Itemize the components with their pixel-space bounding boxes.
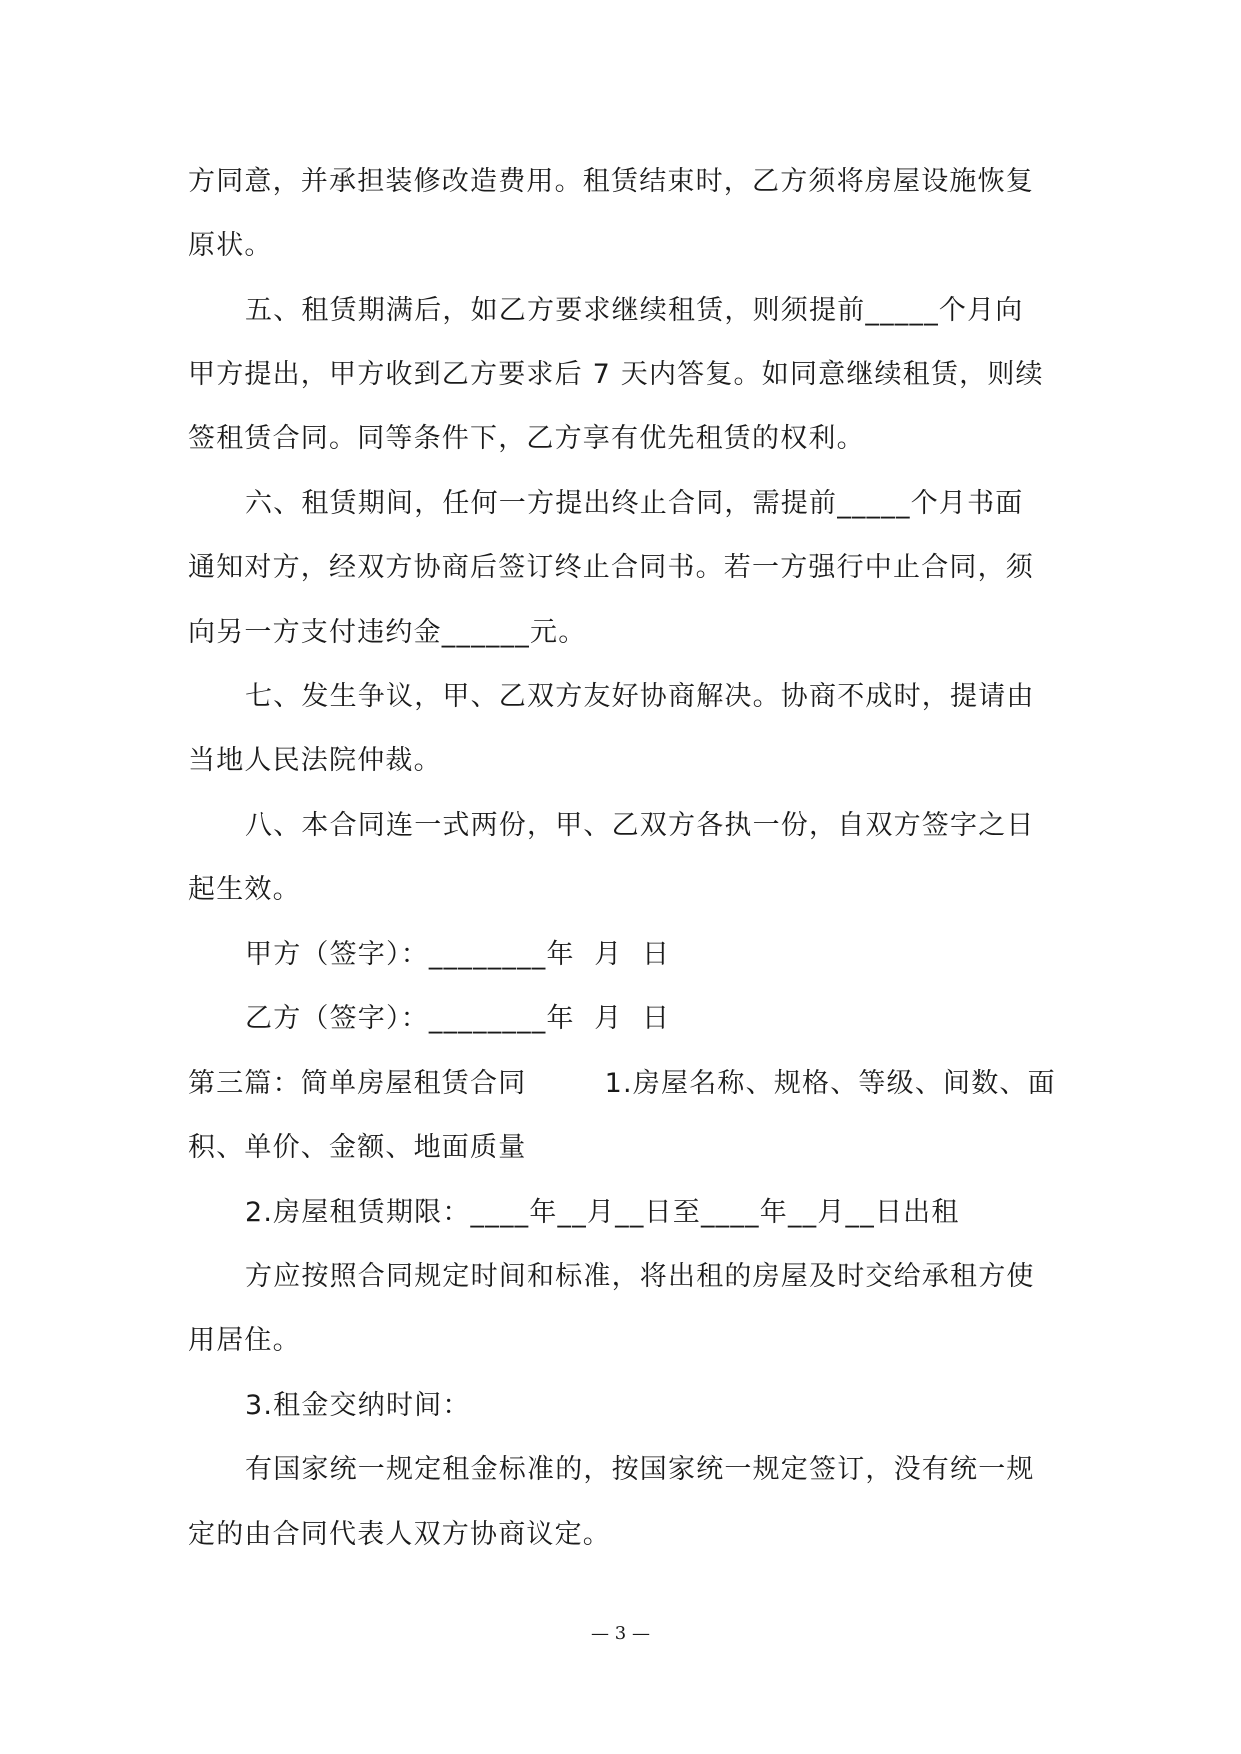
text-line: 用居住。	[188, 1325, 301, 1356]
text-line: 签租赁合同。同等条件下，乙方享有优先租赁的权利。	[188, 423, 865, 454]
text-line: 六、租赁期间，任何一方提出终止合同，需提前_____个月书面	[245, 488, 1024, 519]
page-number: — 3 —	[591, 1623, 650, 1644]
text-line: 积、单价、金额、地面质量	[188, 1132, 527, 1163]
text-line: 当地人民法院仲裁。	[188, 745, 442, 776]
text-line: 原状。	[188, 230, 273, 261]
text-line: 起生效。	[188, 874, 301, 905]
text-line: 方同意，并承担装修改造费用。租赁结束时，乙方须将房屋设施恢复	[188, 166, 1034, 197]
text-line: 五、租赁期满后，如乙方要求继续租赁，则须提前_____个月向	[245, 295, 1024, 326]
text-line: 甲方提出，甲方收到乙方要求后 7 天内答复。如同意继续租赁，则续	[188, 359, 1044, 390]
text-line: 3.租金交纳时间：	[245, 1390, 471, 1421]
text-line: 向另一方支付违约金______元。	[188, 617, 587, 648]
text-line: 七、发生争议，甲、乙双方友好协商解决。协商不成时，提请由	[245, 681, 1035, 712]
signature-line-party-b: 乙方（签字）：________年 月 日	[245, 1003, 671, 1034]
text-line: 有国家统一规定租金标准的，按国家统一规定签订，没有统一规	[245, 1454, 1035, 1485]
text-line: 方应按照合同规定时间和标准，将出租的房屋及时交给承租方使	[245, 1261, 1035, 1292]
signature-line-party-a: 甲方（签字）：________年 月 日	[245, 939, 671, 970]
text-line: 2.房屋租赁期限：____年__月__日至____年__月__日出租	[245, 1197, 960, 1228]
text-line: 八、本合同连一式两份，甲、乙双方各执一份，自双方签字之日	[245, 810, 1035, 841]
text-line: 定的由合同代表人双方协商议定。	[188, 1519, 611, 1550]
section-heading: 第三篇：简单房屋租赁合同 1.房屋名称、规格、等级、间数、面	[188, 1068, 1056, 1099]
text-line: 通知对方，经双方协商后签订终止合同书。若一方强行中止合同，须	[188, 552, 1034, 583]
